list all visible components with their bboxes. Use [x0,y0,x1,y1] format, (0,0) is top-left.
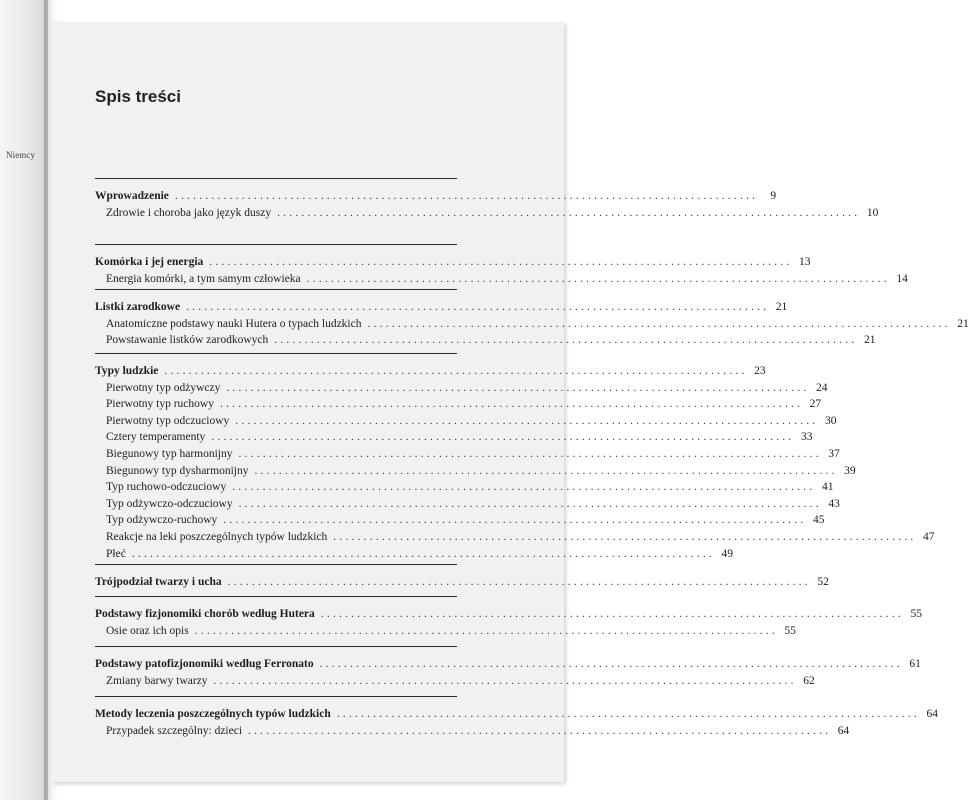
toc-entry-page: 23 [754,365,766,377]
toc-subentry-page: 10 [866,206,879,219]
toc-section-wprowadzenie [95,178,879,221]
toc-section-trojpodzial [95,564,829,591]
toc-leader-dots: ................................................................................................ [219,398,804,411]
toc-section-typy [95,353,935,562]
toc-leader-dots: ................................................................................................ [232,481,816,494]
toc-section-metody [95,696,938,739]
toc-subentry[interactable] [95,673,815,690]
toc-entry[interactable] [95,706,938,723]
toc-entry-page: 55 [910,608,922,620]
toc-entry-title: Podstawy patofizjonomiki według Ferronato [95,658,314,670]
toc-subentry-page: 37 [828,447,840,460]
toc-entry-title: Komórka i jej energia [95,256,204,268]
toc-section-patofizjonomika [95,646,921,689]
toc-leader-dots: ................................................................................................ [277,206,861,219]
toc-subentry-title: Zdrowie i choroba jako język duszy [106,206,272,219]
toc-subentry-title: Typ odżywczo-odczuciowy [106,497,233,510]
toc-leader-dots: ................................................................................................ [248,724,832,737]
toc-subentry[interactable] [95,529,935,546]
left-page-fragment: Niemcy [6,150,36,160]
toc-entry-page: 13 [798,256,811,268]
toc-subentry-title: Pierwotny typ odczuciowy [106,414,230,427]
toc-subentry[interactable] [95,396,822,413]
toc-leader-dots: ................................................................................................ [319,658,903,670]
toc-subentry-title: Biegunowy typ harmonijny [106,447,233,460]
toc-leader-dots: ................................................................................................ [320,608,904,620]
toc-leader-dots: ................................................................................................ [226,381,810,394]
toc-subentry-page: 21 [957,317,969,330]
toc-leader-dots: ................................................................................................ [235,414,819,427]
toc-leader-dots: ................................................................................................ [164,365,748,377]
toc-subentry-title: Osie oraz ich opis [106,624,189,637]
toc-entry-title: Typy ludzkie [95,365,159,377]
toc-subentry-title: Typ odżywczo-ruchowy [106,514,218,527]
toc-subentry[interactable] [95,446,840,463]
toc-subentry[interactable] [95,546,734,563]
toc-subentry-title: Energia komórki, a tym samym człowieka [106,272,301,285]
toc-leader-dots: ................................................................................................ [213,674,797,687]
toc-subentry-page: 62 [803,674,815,687]
toc-entry[interactable] [95,606,922,623]
toc-leader-dots: ................................................................................................ [333,530,917,543]
toc-entry[interactable] [95,299,788,316]
toc-subentry-title: Powstawanie listków zarodkowych [106,334,269,347]
toc-entry-title: Listki zarodkowe [95,301,181,313]
toc-subentry-title: Anatomiczne podstawy nauki Hutera o typach ludzkich [106,317,362,330]
toc-leader-dots: ................................................................................................ [238,497,822,510]
toc-subentry[interactable] [95,332,876,349]
toc-subentry[interactable] [95,205,879,222]
toc-subentry-page: 21 [863,334,876,347]
toc-leader-dots: ................................................................................................ [336,708,920,720]
toc-subentry-title: Cztery temperamenty [106,431,206,444]
toc-section-komorka [95,244,908,287]
toc-subentry[interactable] [95,271,908,288]
toc-subentry-title: Reakcje na leki poszczególnych typów ludzkich [106,530,328,543]
toc-subentry[interactable] [95,463,856,480]
toc-subentry[interactable] [95,723,850,740]
toc-subentry-page: 43 [828,497,840,510]
toc-leader-dots: ................................................................................................ [223,514,807,527]
toc-entry[interactable] [95,363,766,380]
toc-subentry-title: Płeć [106,547,126,560]
toc-leader-dots: ................................................................................................ [131,547,716,560]
toc-entry-page: 9 [770,190,777,202]
toc-section-fizjonomika [95,596,922,639]
toc-subentry-page: 47 [923,530,935,543]
toc-entry[interactable] [95,188,777,205]
toc-leader-dots: ................................................................................................ [186,301,770,313]
page-title: Spis treści [95,87,181,106]
toc-entry[interactable] [95,254,811,271]
toc-subentry[interactable] [95,413,837,430]
toc-subentry[interactable] [95,380,828,397]
toc-subentry-title: Pierwotny typ ruchowy [106,398,214,411]
toc-subentry-title: Biegunowy typ dysharmonijny [106,464,249,477]
toc-subentry-page: 30 [825,414,837,427]
toc-subentry-page: 64 [837,724,850,737]
toc-subentry-title: Zmiany barwy twarzy [106,674,208,687]
toc-subentry[interactable] [95,479,834,496]
toc-section-listki [95,289,969,349]
toc-entry-title: Metody leczenia poszczególnych typów ludzkich [95,708,331,720]
toc-entry-title: Trójpodział twarzy i ucha [95,576,222,588]
toc-entry-page: 64 [926,708,938,720]
toc-subentry[interactable] [95,623,796,640]
toc-subentry-page: 45 [813,514,825,527]
toc-leader-dots: ................................................................................................ [211,431,795,444]
toc-subentry[interactable] [95,316,969,333]
toc-subentry-title: Pierwotny typ odżywczy [106,381,221,394]
left-page [0,0,48,800]
toc-subentry-page: 49 [721,547,734,560]
toc-subentry-page: 24 [816,381,828,394]
toc-subentry-page: 14 [896,272,908,285]
toc-leader-dots: ................................................................................................ [367,317,951,330]
toc-leader-dots: ................................................................................................ [209,256,793,268]
toc-subentry-page: 27 [809,398,822,411]
toc-entry-page: 52 [817,576,829,588]
toc-entry-page: 21 [775,301,788,313]
toc-entry-page: 61 [909,658,921,670]
toc-subentry[interactable] [95,496,840,513]
toc-subentry[interactable] [95,512,825,529]
toc-subentry-page: 39 [844,464,856,477]
toc-subentry[interactable] [95,429,813,446]
toc-entry[interactable] [95,656,921,673]
toc-subentry-page: 41 [821,481,834,494]
toc-subentry-title: Przypadek szczególny: dzieci [106,724,243,737]
toc-subentry-page: 55 [784,624,796,637]
toc-entry-title: Podstawy fizjonomiki chorób według Hutera [95,608,315,620]
toc-entry-title: Wprowadzenie [95,190,169,202]
toc-leader-dots: ................................................................................................ [254,464,838,477]
toc-leader-dots: ................................................................................................ [238,447,822,460]
toc-leader-dots: ................................................................................................ [194,624,778,637]
toc-leader-dots: ................................................................................................ [174,190,759,202]
toc-leader-dots: ................................................................................................ [227,576,811,588]
toc-entry[interactable] [95,574,829,591]
toc-leader-dots: ................................................................................................ [274,334,858,347]
toc-subentry-page: 33 [801,431,813,444]
toc-leader-dots: ................................................................................................ [306,272,890,285]
toc-subentry-title: Typ ruchowo-odczuciowy [106,481,227,494]
